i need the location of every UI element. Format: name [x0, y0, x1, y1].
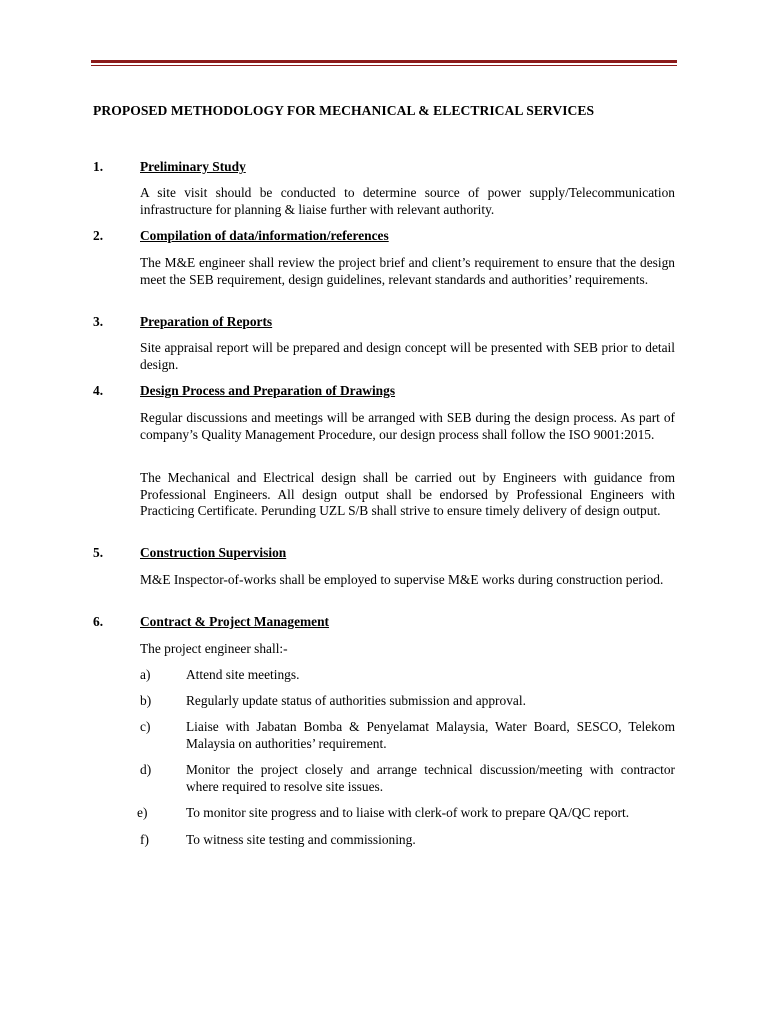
section-6-paragraph: The project engineer shall:- — [140, 641, 288, 656]
list-item-text: Regularly update status of authorities submission and approval. — [186, 693, 526, 708]
section-4-paragraph-2: The Mechanical and Electrical design shall be carried out by Engineers with guidance from Professional Engineers. All design output shall be endorsed by Professional Engineers with Practicing Certificate. Perunding UZL S/B shall strive to ensure timely delivery of design output. — [140, 470, 675, 518]
list-item-letter: b) — [140, 693, 152, 708]
list-item-letter: c) — [140, 719, 151, 734]
section-2-heading: Compilation of data/information/references — [140, 228, 389, 243]
document-title: PROPOSED METHODOLOGY FOR MECHANICAL & ELECTRICAL SERVICES — [93, 103, 595, 118]
section-2-number: 2. — [93, 228, 104, 243]
list-item-text: Liaise with Jabatan Bomba & Penyelamat Malaysia, Water Board, SESCO, Telekom Malaysia on authorities’ requirement. — [186, 719, 675, 751]
list-item-text: Monitor the project closely and arrange technical discussion/meeting with contractor where required to resolve site issues. — [186, 762, 675, 794]
section-1-heading: Preliminary Study — [140, 159, 246, 174]
section-1-number: 1. — [93, 159, 104, 174]
section-4-number: 4. — [93, 383, 104, 398]
section-2-paragraph: The M&E engineer shall review the project brief and client’s requirement to ensure that the design meet the SEB requirement, design guidelines, relevant standards and authorities’ requirements. — [140, 255, 675, 287]
list-item-letter: a) — [140, 667, 151, 682]
section-3-number: 3. — [93, 314, 104, 329]
section-6-heading: Contract & Project Management — [140, 614, 330, 629]
section-4-paragraph-1: Regular discussions and meetings will be arranged with SEB during the design process. As part of company’s Quality Management Procedure, our design process shall follow the ISO 9001:2015. — [140, 410, 675, 442]
header-rule-thick — [91, 60, 677, 63]
list-item-letter: d) — [140, 762, 152, 777]
list-item-letter: f) — [140, 832, 149, 847]
section-3-paragraph: Site appraisal report will be prepared and design concept will be presented with SEB prior to detail design. — [140, 340, 675, 372]
section-5-heading: Construction Supervision — [140, 545, 287, 560]
list-item-text: Attend site meetings. — [186, 667, 300, 682]
section-1-paragraph: A site visit should be conducted to determine source of power supply/Telecommunication infrastructure for planning & liaise further with relevant authority. — [140, 185, 675, 217]
header-rule-thin — [91, 65, 677, 66]
section-6-number: 6. — [93, 614, 104, 629]
list-item-text: To monitor site progress and to liaise with clerk-of work to prepare QA/QC report. — [186, 805, 630, 820]
section-5-number: 5. — [93, 545, 104, 560]
list-item-letter: e) — [137, 805, 148, 820]
section-3-heading: Preparation of Reports — [140, 314, 273, 329]
section-5-paragraph: M&E Inspector-of-works shall be employed to supervise M&E works during construction period. — [140, 572, 664, 587]
list-item-text: To witness site testing and commissioning. — [186, 832, 416, 847]
section-4-heading: Design Process and Preparation of Drawings — [140, 383, 396, 398]
